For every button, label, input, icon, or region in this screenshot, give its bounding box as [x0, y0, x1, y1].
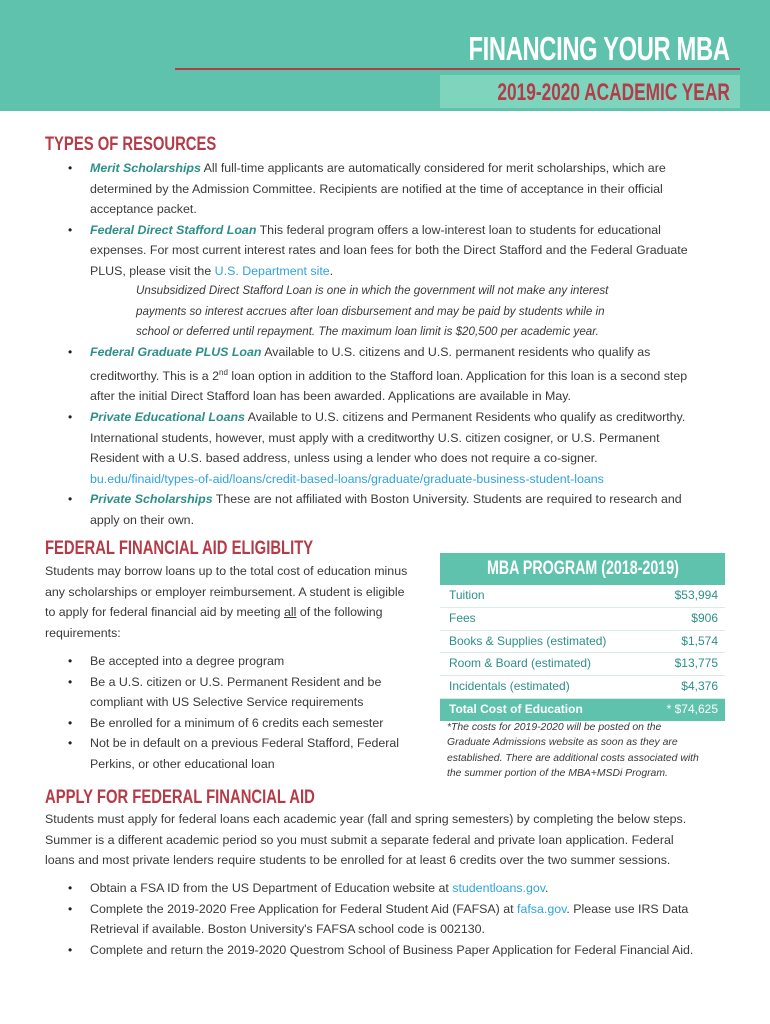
apply-list [68, 878, 740, 960]
table-row [440, 653, 725, 676]
text: loans and most private lenders require students to be enrolled for at least 6 credits over the two summer sessions. [45, 853, 671, 868]
text: payments so interest accrues after loan disbursement and may be paid by students while in [136, 304, 605, 318]
term-merit: Merit Scholarships [90, 161, 201, 175]
row-value: $906 [691, 610, 718, 625]
text: school or deferred until repayment. The maximum loan limit is $20,500 per academic year. [136, 325, 599, 338]
table-row [440, 631, 725, 654]
text: Be accepted into a degree program [90, 654, 285, 668]
term-private-loans: Private Educational Loans [90, 409, 245, 424]
text: Be enrolled for a minimum of 6 credits each semester [90, 715, 384, 730]
text: Graduate Admissions website as soon as they are [447, 737, 678, 749]
bullet-icon: • [68, 409, 73, 424]
row-value: $13,775 [674, 656, 718, 671]
cost-table-header [440, 553, 725, 585]
row-value: $1,574 [681, 633, 718, 648]
row-label: Incidentals (estimated) [449, 679, 570, 694]
table-row [440, 608, 725, 631]
text: This federal program offers a low-interest loan to students for educational [256, 222, 661, 237]
text: the summer portion of the MBA+MSDi Program. [447, 768, 668, 780]
text: Available to U.S. citizens and Permanent Residents who qualify as creditworthy. [244, 409, 686, 424]
text: International students, however, must apply with a creditworthy U.S. citizen cosigner, or U.S. Permanent [90, 430, 660, 445]
eligibility-heading: FEDERAL FINANCIAL AID ELIGIBLITY [45, 538, 314, 559]
text: requirements: [45, 625, 121, 640]
text: after the initial Direct Stafford loan has been awarded. Applications are available in May. [90, 389, 571, 404]
bullet-icon: • [68, 492, 73, 507]
text: Students may borrow loans up to the total cost of education minus [45, 564, 408, 578]
text: Perkins, or other educational loan [90, 756, 275, 771]
text: Be a U.S. citizen or U.S. Permanent Resident and be [90, 674, 382, 689]
underlined-text: all [284, 605, 297, 620]
list-item [68, 899, 740, 940]
cost-footnote [447, 720, 727, 782]
fafsa-link[interactable]: fafsa.gov [517, 901, 567, 916]
text: Resident with a U.S. based address, unless using a lender who does not require a co-signer. [90, 451, 598, 466]
bullet-icon: • [68, 736, 73, 751]
total-label: Total Cost of Education [449, 701, 583, 716]
table-row [440, 585, 725, 608]
list-item-merit [68, 158, 730, 220]
header-rule [175, 68, 740, 70]
bullet-icon: • [68, 345, 73, 359]
text: Available to U.S. citizens and U.S. permanent residents who qualify as [261, 345, 651, 359]
text: Obtain a FSA ID from the US Department of Education website at [90, 881, 453, 895]
superscript: nd [219, 367, 228, 377]
list-item [68, 672, 430, 713]
list-item [68, 651, 430, 672]
text: expenses. For most current interest rates and loan fees for both the Direct Stafford and the Federal Graduate [90, 243, 688, 258]
page-subtitle: 2019-2020 ACADEMIC YEAR [497, 79, 730, 106]
eligibility-paragraph [45, 561, 435, 643]
list-item-plus [68, 342, 740, 407]
bullet-icon: • [68, 674, 73, 689]
table-row [440, 676, 725, 699]
text: creditworthy. This is a 2 [90, 368, 219, 383]
row-label: Books & Supplies (estimated) [449, 633, 607, 648]
bu-finaid-link[interactable]: bu.edu/finaid/types-of-aid/loans/credit-based-loans/graduate/graduate-business-student-loans [90, 471, 604, 486]
text: apply on their own. [90, 512, 195, 527]
types-heading: TYPES OF RESOURCES [45, 134, 217, 155]
cost-table-title: MBA PROGRAM (2018-2019) [486, 558, 679, 579]
stafford-note [136, 281, 636, 343]
text: Complete the 2019-2020 Free Application for Federal Student Aid (FAFSA) at [90, 901, 518, 916]
row-label: Room & Board (estimated) [449, 656, 592, 671]
row-value: $53,994 [674, 588, 718, 602]
bullet-icon: • [68, 161, 73, 175]
apply-heading: APPLY FOR FEDERAL FINANCIAL AID [45, 787, 315, 808]
page-title: FINANCING YOUR MBA [468, 30, 730, 67]
bullet-icon: • [68, 901, 73, 916]
text: any scholarships or employer reimbursement. A student is eligible [45, 584, 405, 599]
row-label: Tuition [449, 588, 485, 602]
text: Summer is a different academic period so you must submit a separate federal and private loan application. Federal [45, 832, 674, 847]
text: . Please use IRS Data [566, 901, 689, 916]
term-plus: Federal Graduate PLUS Loan [90, 345, 262, 359]
text: All full-time applicants are automatically considered for merit scholarships, which are [200, 161, 666, 175]
text: to apply for federal financial aid by meeting [45, 605, 285, 620]
us-department-link[interactable]: U.S. Department site [214, 263, 330, 278]
bullet-icon: • [68, 715, 73, 730]
total-row [440, 699, 725, 721]
term-stafford: Federal Direct Stafford Loan [90, 222, 257, 237]
eligibility-list [68, 651, 430, 775]
bullet-icon: • [68, 942, 73, 957]
text: Retrieval if available. Boston University's FAFSA school code is 002130. [90, 922, 485, 937]
text: *The costs for 2019-2020 will be posted on the [447, 722, 662, 733]
total-value: * $74,625 [666, 701, 718, 716]
text: determined by the Admission Committee. Recipients are notified at the time of acceptance in their official [90, 181, 663, 196]
bullet-icon: • [68, 881, 73, 895]
list-item [68, 878, 740, 899]
list-item [68, 733, 430, 774]
cost-table [440, 585, 725, 721]
term-private-scholarships: Private Scholarships [90, 492, 213, 507]
text: PLUS, please visit the [90, 263, 215, 278]
list-item-private-scholarships [68, 489, 740, 530]
text: Unsubsidized Direct Stafford Loan is one in which the government will not make any interest [136, 284, 609, 297]
text: compliant with US Selective Service requirements [90, 695, 364, 710]
list-item [68, 940, 740, 961]
bullet-icon: • [68, 654, 73, 668]
text: . [545, 881, 549, 895]
text: . [329, 263, 334, 278]
bullet-icon: • [68, 222, 73, 237]
text: These are not affiliated with Boston University. Students are required to research and [212, 492, 682, 507]
studentloans-link[interactable]: studentloans.gov [452, 881, 546, 895]
text: Complete and return the 2019-2020 Questrom School of Business Paper Application for Federal Financial Aid. [90, 942, 694, 957]
row-value: $4,376 [681, 679, 718, 694]
text: of the following [296, 605, 383, 620]
list-item-private-loans [68, 407, 740, 489]
text: established. There are additional costs associated with [447, 752, 699, 764]
types-list-b [68, 342, 740, 530]
text: loan option in addition to the Stafford loan. Application for this loan is a second step [227, 368, 688, 383]
text: Students must apply for federal loans each academic year (fall and spring semesters) by completing the below steps. [45, 812, 687, 826]
text: Not be in default on a previous Federal Stafford, Federal [90, 736, 400, 751]
types-list-a [68, 158, 730, 282]
apply-paragraph [45, 809, 745, 871]
row-label: Fees [449, 610, 476, 625]
list-item [68, 713, 430, 734]
list-item-stafford [68, 220, 730, 282]
text: acceptance packet. [90, 202, 197, 217]
